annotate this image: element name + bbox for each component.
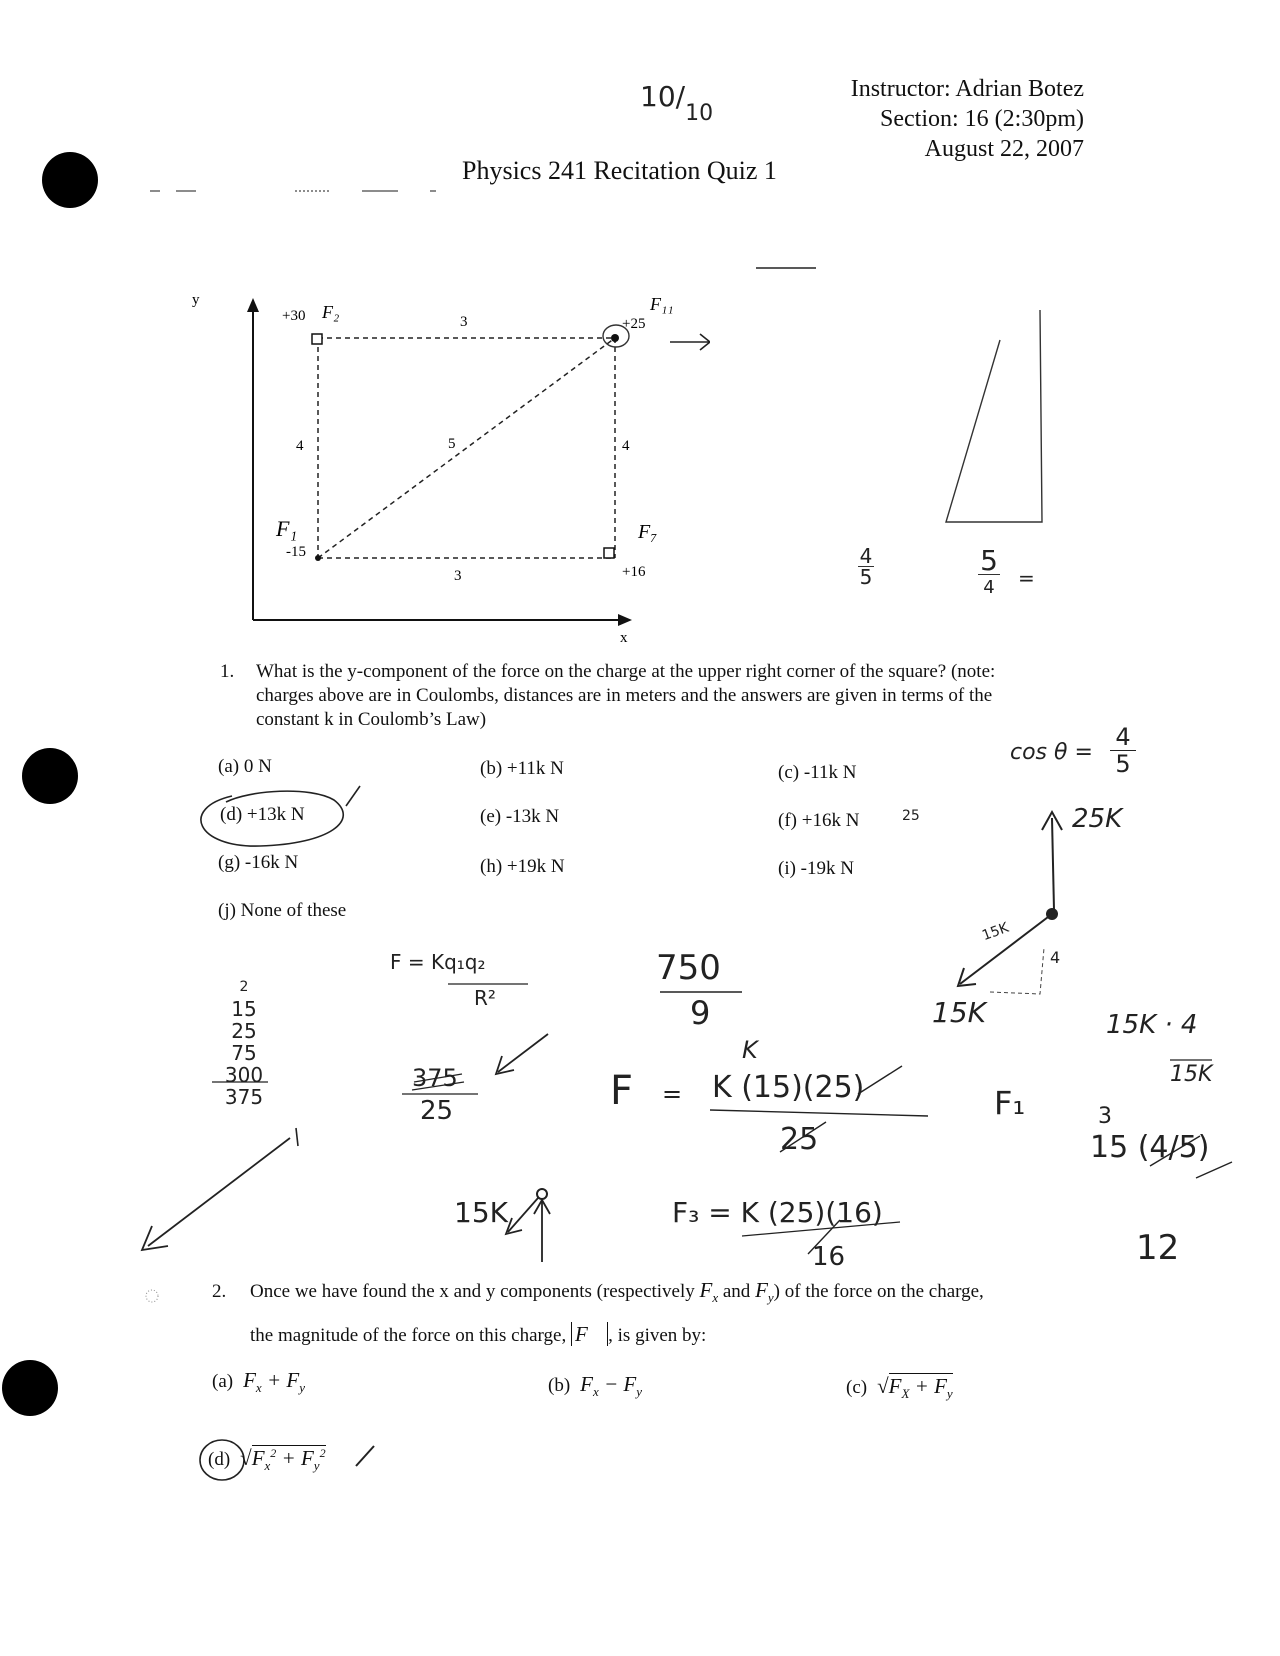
hand-strike-2 [858,1066,902,1094]
hand-750: 750 [656,948,721,988]
q1-number: 1. [220,661,235,682]
hand-25: 25 [420,1096,454,1126]
label-bottom-length: 3 [454,568,462,584]
hand-cos-fraction: 4 5 [1110,724,1136,777]
hand-big-arrow-icon [142,1226,168,1250]
hand-calc2-top: 3 [1098,1104,1112,1129]
q1-option-g[interactable]: (g) -16k N [218,852,299,873]
hand-arrow-up [1052,818,1054,910]
note-lr: F₇ [638,521,658,543]
q1-option-b[interactable]: (b) +11k N [480,758,564,779]
hand-calc1-den: 15K [1170,1062,1213,1087]
hand-f1-den: 25 [780,1122,819,1157]
scan-speck [146,1290,158,1302]
q2-number: 2. [212,1281,227,1302]
hand-fraction-4-5: 4 5 [859,544,873,589]
hand-equals: = [1018,566,1035,590]
hand-formula-den: R² [474,986,496,1010]
hand-f1-eq: = [662,1080,683,1108]
hand-calc2: 15 (4/5) [1090,1130,1210,1165]
axis-y-label: y [192,292,200,308]
hand-f1-label: F [610,1068,634,1114]
hand-f3-den: 16 [812,1242,846,1272]
check-mark-icon [346,786,360,806]
q1-option-f[interactable]: (f) +16k N [778,810,860,831]
hand-9: 9 [690,994,711,1032]
q1-option-d[interactable]: (d) +13k N [220,804,305,825]
q2-fy: $F_y$ [755,1278,774,1306]
hand-small-4: 4 [1050,948,1061,967]
label-charge-ll: -15 [286,544,306,560]
answer-circle [201,791,343,846]
hand-f1-num: K (15)(25) [712,1070,865,1105]
note-ul: F₂ [322,302,340,322]
hand-cos-label: cos θ = [1010,740,1093,765]
note-ll: F₁ [276,516,298,541]
hand-arrow-diag-2 [508,1198,538,1232]
grade-mark: $10/_{10}$ [640,80,714,126]
q2-line1: Once we have found the x and y components (respectively $F_x$ and $F_y$) of the force on the charge, [250,1278,984,1306]
label-charge-ul: +30 [282,308,306,324]
hand-fraction-5-4: 5 4 [978,548,1000,601]
check-mark-icon-2 [356,1446,374,1466]
hand-k-above: K [742,1036,758,1064]
hand-column-sum: 2 15 25 75 300 375 [224,979,264,1109]
q1-option-a[interactable]: (a) 0 N [218,756,272,777]
hand-charge-dot-2 [537,1189,547,1199]
hand-small-25: 25 [902,808,920,824]
label-left-length: 4 [296,438,304,454]
hand-fraction-bar [710,1110,928,1116]
hand-calc1: 15K · 4 [1106,1010,1198,1040]
q2-option-b[interactable]: (b) $F_x - F_y$ [548,1372,643,1400]
label-charge-lr: +16 [622,564,646,580]
q2-magnitude-symbol: F⃗ [571,1322,608,1346]
note-ur: F₁₁ [650,294,674,314]
q2-option-d[interactable]: (d) $√F_x^2 + F_y^2$ [208,1446,326,1474]
label-charge-ur: +25 [622,316,646,332]
q1-option-j[interactable]: (j) None of these [218,900,347,921]
axis-x-label: x [620,630,628,646]
date: August 22, 2007 [924,136,1084,162]
hand-15k-large: 15K [932,996,986,1029]
q2-line2: the magnitude of the force on this charge, F⃗ , is given by: [250,1322,707,1346]
label-diagonal-length: 5 [448,436,456,452]
q1-option-i[interactable]: (i) -19k N [778,858,854,879]
q2-option-c[interactable]: (c) $√F_X + F_y$ [846,1374,953,1402]
hand-15k-bottom: 15K [454,1196,508,1229]
q2-fx: $F_x$ [699,1278,719,1306]
q1-text: What is the y-component of the force on the charge at the upper right corner of the square? (note: charges above are in Coulombs, distances are in meters and the answers are given in terms of the constant k in Coulomb’s Law) [256,661,996,730]
section: Section: 16 (2:30pm) [880,106,1084,132]
q1-option-c[interactable]: (c) -11k N [778,762,857,783]
label-right-length: 4 [622,438,630,454]
q1-option-h[interactable]: (h) +19k N [480,856,565,877]
instructor: Instructor: Adrian Botez [850,76,1084,102]
hand-25k: 25K [1072,804,1123,834]
hand-15k-small: 15K [980,919,1011,945]
hand-formula: F = Kq₁q₂ [390,950,486,974]
page-title: Physics 241 Recitation Quiz 1 [462,156,777,185]
q1-option-e[interactable]: (e) -13k N [480,806,560,827]
hand-arrow-small [498,1034,548,1072]
hand-result: 12 [1136,1228,1180,1268]
hand-375: 375 [412,1064,458,1092]
hand-f1-alone: F₁ [994,1084,1026,1122]
hand-tick [296,1128,298,1146]
hand-big-arrow [148,1138,290,1246]
hand-f3: F₃ = K (25)(16) [672,1196,883,1229]
q2-option-a[interactable]: (a) $F_x + F_y$ [212,1368,305,1396]
label-top-length: 3 [460,314,468,330]
